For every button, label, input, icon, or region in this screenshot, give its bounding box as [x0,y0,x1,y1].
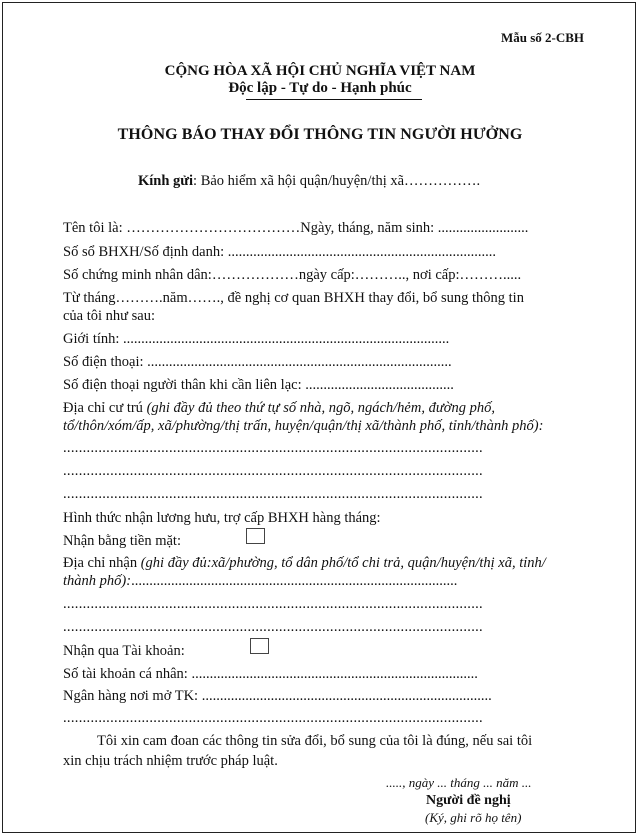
document-title: THÔNG BÁO THAY ĐỔI THÔNG TIN NGƯỜI HƯỞNG [117,126,523,143]
motto-text: Độc lập - Tự do - Hạnh phúc [228,80,412,96]
account-label: Nhận qua Tài khoản: [63,643,185,659]
national-motto [0,80,640,97]
account-number-field[interactable]: Số tài khoản cá nhân: ............................................................................... [63,666,478,682]
address-hint-1: (ghi đầy đủ theo thứ tự số nhà, ngõ, ngách/hẻm, đường phố, [146,400,495,416]
relative-phone-field[interactable]: Số điện thoại người thân khi cần liên lạc: ......................................... [63,377,454,393]
recipient-line [138,173,480,190]
bank-blank[interactable]: ........................................................................................................... [63,710,483,726]
bank-field[interactable]: Ngân hàng nơi mở TK: ................................................................................ [63,688,492,704]
national-title: CỘNG HÒA XÃ HỘI CHỦ NGHĨA VIỆT NAM [164,63,476,79]
name-field[interactable]: Tên tôi là: ………………………………Ngày, tháng, năm sinh: ......................... [63,220,529,236]
commitment-line-1: Tôi xin cam đoan các thông tin sửa đổi, bổ sung của tôi là đúng, nếu sai tôi [97,733,533,749]
address-blank-3[interactable]: ........................................................................................................... [63,486,483,502]
address-line-1 [63,400,495,417]
motto-underline [246,99,422,100]
receive-address-dots[interactable]: .......................................................................................... [131,573,458,589]
account-checkbox[interactable] [250,638,269,654]
address-blank-1[interactable]: ........................................................................................................... [63,440,483,456]
phone-field[interactable]: Số điện thoại: .................................................................................... [63,354,452,370]
signature-date[interactable]: ....., ngày ... tháng ... năm ... [386,775,532,790]
receive-address-blank-2[interactable]: ........................................................................................................... [63,619,483,635]
address-blank-2[interactable]: ........................................................................................................... [63,463,483,479]
receive-address-hint-2: thành phố): [63,573,132,589]
recipient-label: Kính gửi [138,173,194,189]
request-line-2: của tôi như sau: [63,308,156,324]
form-code: Mẫu số 2-CBH [500,30,584,45]
signer-title: Người đề nghị [426,793,511,808]
receive-address-hint-1: (ghi đầy đủ:xã/phường, tổ dân phố/tổ chi trả, quận/huyện/thị xã, tỉnh/ [140,555,546,571]
cmnd-field[interactable]: Số chứng minh nhân dân:………………ngày cấp:……….., nơi cấp:………..... [63,267,522,283]
request-line-1[interactable]: Từ tháng……….năm……., đề nghị cơ quan BHXH thay đổi, bổ sung thông tin [63,290,524,306]
cash-label: Nhận bằng tiền mặt: [63,533,181,549]
receive-address-line-1 [63,555,546,572]
signature-note: (Ký, ghi rõ họ tên) [425,810,522,825]
receive-address-label: Địa chỉ nhận [63,555,141,571]
bhxh-field[interactable]: Số sổ BHXH/Số định danh: .......................................................................... [63,244,497,260]
gender-field[interactable]: Giới tính: .......................................................................................... [63,331,450,347]
cash-checkbox[interactable] [246,528,265,544]
receive-method-label: Hình thức nhận lương hưu, trợ cấp BHXH hàng tháng: [63,510,381,526]
address-hint-2: tổ/thôn/xóm/ấp, xã/phường/thị trấn, huyện/quận/thị xã/thành phố, tỉnh/thành phố): [63,418,544,434]
address-label: Địa chỉ cư trú [63,400,147,416]
recipient-text: : Bảo hiểm xã hội quận/huyện/thị xã……………. [193,173,481,189]
receive-address-blank-1[interactable]: ........................................................................................................... [63,596,483,612]
receive-address-line-2 [63,573,457,590]
commitment-line-2: xin chịu trách nhiệm trước pháp luật. [63,753,278,769]
